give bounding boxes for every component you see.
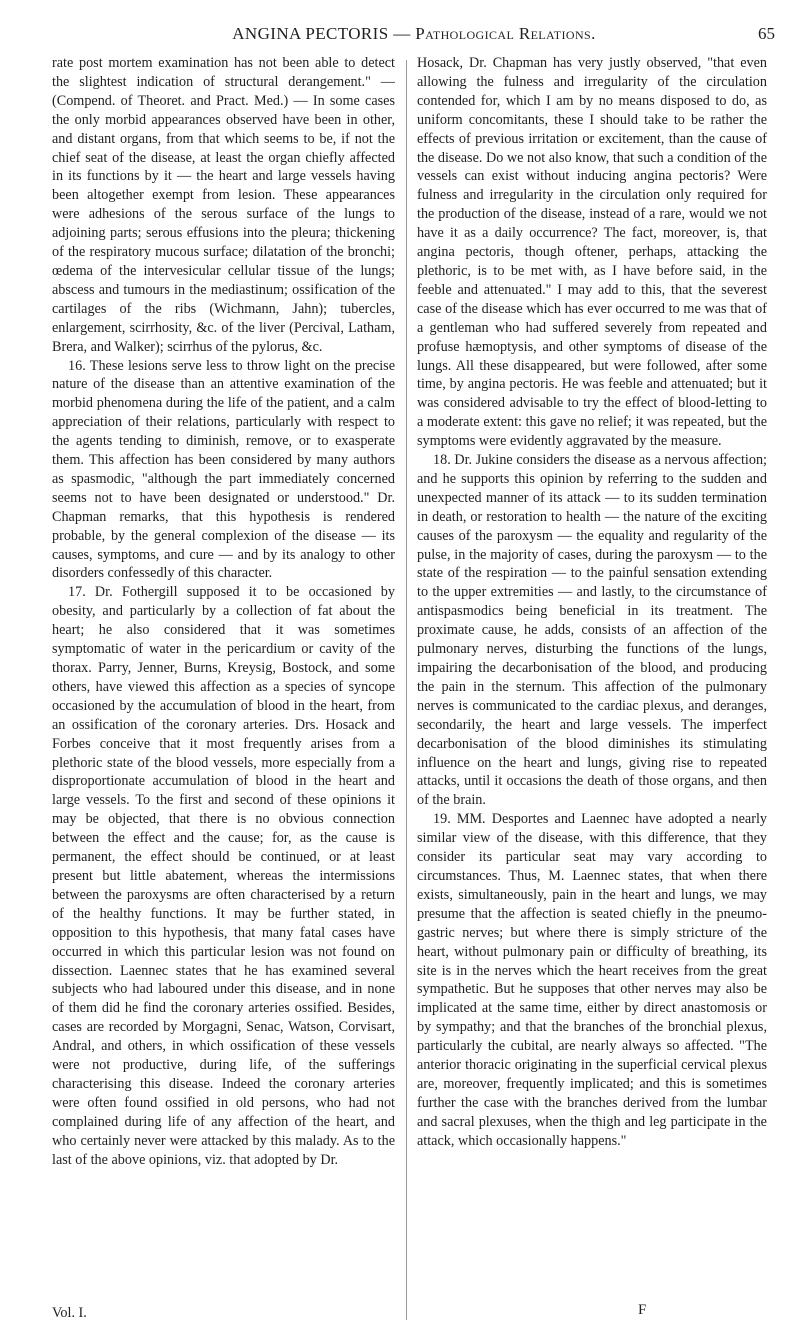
left-column	[52, 54, 395, 1169]
header-title-main: ANGINA PECTORIS	[232, 24, 389, 43]
paragraph-continued: rate post mortem examination has not been able to detect the slightest indication of structural derangement." — (Compend. of Theoret. and Pract. Med.) — In some cases the only morbid appearances observed have been in other, and distant organs, from that which seems to be, if not the chief seat of the disease, at least the organ chiefly affected in its functions by it — the heart and large vessels having been altogether exempt from lesion. These appearances were adhesions of the serous surface of the lungs to adjoining parts; serous effusions into the pleura; thickening of the respiratory mucous surface; dilatation of the bronchi; œdema of the intervesicular cellular tissue of the lungs; abscess and tumours in the mediastinum; ossification of the cartilages of the ribs (Wichmann, Jahn); tubercles, enlargement, scirrhosity, &c. of the liver (Percival, Latham, Brera, and Walker); scirrhus of the pylorus, &c.	[52, 55, 395, 355]
volume-label: Vol. I.	[52, 1305, 87, 1321]
signature-mark: F	[638, 1302, 647, 1318]
column-divider	[406, 60, 407, 1320]
header-title-separator: —	[388, 24, 416, 43]
paragraph-continued-right: Hosack, Dr. Chapman has very justly observed, "that even allowing the fulness and irregularity of the circulation contended for, which I am by no means disposed to do, as uniform concomitants, these I should take to be rather the effects of previous irritation or excitement, than the cause of the disease. Do we not also know, that such a condition of the vessels can exist without inducing angina pectoris? Were fulness and irregularity in the circulation only required for the production of the disease, instead of a rare, would we not have it as a daily occurrence? The fact, moreover, is, that angina pectoris, though oftener, perhaps, attacking the plethoric, is to be met with, as I have before said, in the feeble and attenuated." I may add to this, that the severest case of the disease which has ever occurred to me was that of a gentleman who had suffered severely from repeated and profuse hæmoptysis, and other symptoms of disease of the lungs. All these disappeared, but were followed, after some time, by angina pectoris. He was feeble and attenuated; but it was considered advisable to try the effect of blood-letting to a moderate extent: this gave no relief; it was repeated, but the symptoms were evidently aggravated by the measure.	[417, 55, 767, 450]
page-number: 65	[758, 24, 775, 43]
right-column	[417, 54, 767, 1151]
paragraph-18: 18. Dr. Jukine considers the disease as a nervous affection; and he supports this opinion by referring to the sudden and unexpected manner of its attack — to its sudden termination in death, or restoration to health — the nature of the exciting causes of the paroxysm — the equality and regularity of the pulse, in the majority of cases, during the paroxysm — to the state of the respiration — to the painful sensation extending to the upper extremities — and lastly, to the circumstance of antispasmodics being beneficial in its treatment. The proximate cause, he adds, consists of an affection of the pulmonary nerves, disturbing the functions of the lungs, impairing the decarbonisation of the blood, and producing the pain in the sternum. This affection of the pulmonary nerves is communicated to the cardiac plexus, and deranges, secondarily, the heart and large vessels. The imperfect decarbonisation of the blood diminishes its stimulating influence on the heart and lungs, giving rise to repeated attacks, until it occasions the death of those organs, and then of the brain.	[417, 452, 767, 809]
running-header	[54, 24, 774, 48]
paragraph-17: 17. Dr. Fothergill supposed it to be occasioned by obesity, and particularly by a collection of fat about the heart; he also considered that it was sometimes symptomatic of water in the pericardium or cavity of the thorax. Parry, Jenner, Burns, Kreysig, Bostock, and some others, have viewed this affection as a species of syncope occasioned by the accumulation of blood in the heart, from an ossification of the coronary arteries. Drs. Hosack and Forbes conceive that it most frequently arises from a plethoric state of the blood vessels, more especially from a disproportionate accumulation of blood in the heart and large vessels. To the first and second of these opinions it may be objected, that there is no obvious connection between the effect and the cause; for, as the cause is permanent, the effect should be continued, or at least present but little abatement, whereas the intermissions between the paroxysms are often characterised by a return of the healthy functions. It may be further stated, in opposition to this hypothesis, that many fatal cases have occurred in which this particular lesion was not found on dissection. Laennec states that he has examined several subjects who had laboured under this disease, and in none of them did he find the coronary arteries ossified. Besides, cases are recorded by Morgagni, Senac, Watson, Corvisart, Andral, and others, in which ossification of these vessels were not productive, during life, of the sufferings characterising this disease. Indeed the coronary arteries were often found ossified in old persons, who had not complained during life of any affection of the heart, and who certainly never were attacked by this malady. As to the last of the above opinions, viz. that adopted by Dr.	[52, 584, 395, 1168]
header-title-section: Pathological Relations.	[415, 24, 596, 43]
paragraph-16: 16. These lesions serve less to throw light on the precise nature of the disease than an attentive examination of the morbid phenomena during the life of the patient, and a calm appreciation of their relations, particularly with respect to the agents tending to diminish, remove, or to exasperate them. This affection has been considered by many authors as spasmodic, "although the part immediately concerned seems not to have been designated or understood." Dr. Chapman remarks, that this hypothesis is rendered probable, by the general complexion of the disease — its causes, symptoms, and cure — and by its analogy to other disorders confessedly of this character.	[52, 357, 395, 582]
paragraph-19: 19. MM. Desportes and Laennec have adopted a nearly similar view of the disease, with this difference, that they consider its particular seat may vary according to circumstances. Thus, M. Laennec states, that when there exists, simultaneously, pain in the heart and lungs, we may presume that the affection is seated chiefly in the pneumo-gastric nerves; but where there is simply stricture of the heart, without pulmonary pain or difficulty of breathing, its site is in the nerves which the heart receives from the great sympathetic. But he supposes that other nerves may also be implicated at the same time, either by direct anastomosis or by sympathy; and that the branches of the bronchial plexus, particularly the cubital, are nearly always so affected. "The anterior thoracic originating in the superficial cervical plexus are, moreover, frequently implicated; and this is sometimes further the case with the branches derived from the lumbar and sacral plexuses, when the thigh and leg participate in the attack, which occasionally happens."	[417, 811, 767, 1149]
